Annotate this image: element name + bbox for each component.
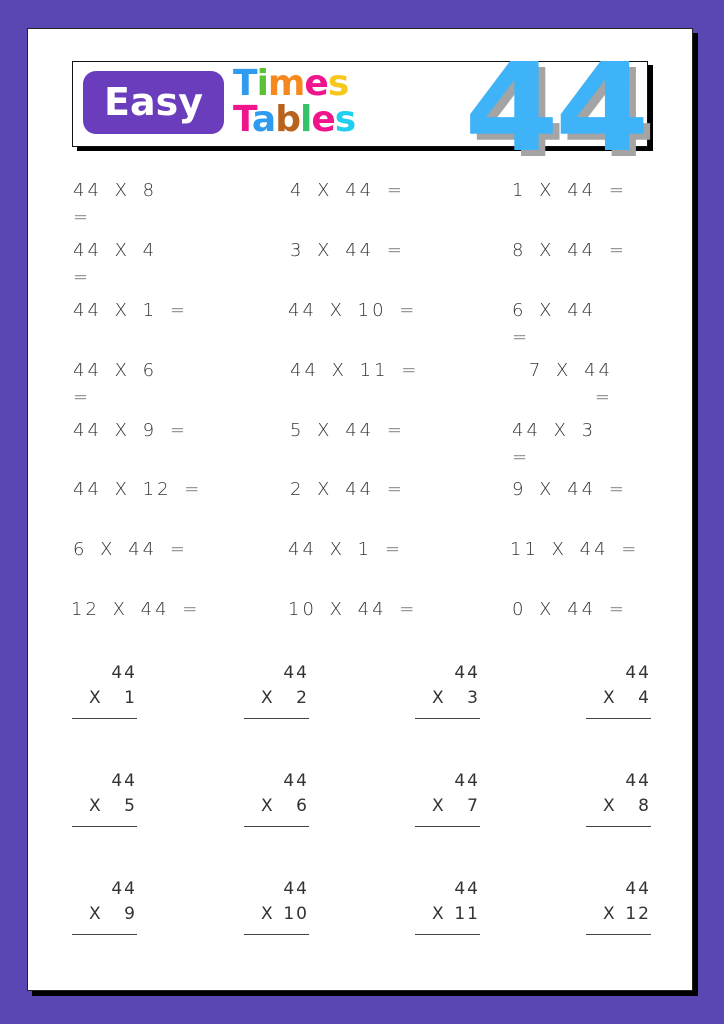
answer-line	[72, 934, 137, 935]
vertical-problem-bottom: 1	[124, 688, 137, 708]
vertical-problem-bottom: 11	[454, 904, 480, 924]
multiply-sign: X	[261, 688, 275, 708]
multiply-sign: X	[432, 904, 446, 924]
answer-line	[415, 934, 480, 935]
answer-line	[586, 826, 651, 827]
problem-item: 9 X 44 =	[512, 479, 627, 500]
multiply-sign: X	[603, 688, 617, 708]
problem-item: 8 X 44 =	[512, 240, 627, 261]
problem-item: 44 X 1 =	[73, 300, 188, 321]
vertical-problem-bottom: 6	[296, 796, 309, 816]
answer-line	[415, 826, 480, 827]
title-letter: s	[334, 99, 356, 140]
table-number: 44	[464, 37, 646, 179]
problem-item: 44 X 8 =	[73, 180, 158, 228]
problem-item: 5 X 44 =	[290, 420, 405, 441]
vertical-problem-top: 44	[625, 771, 651, 791]
problem-item: 1 X 44 =	[512, 180, 627, 201]
multiply-sign: X	[261, 904, 275, 924]
vertical-problem-bottom: 5	[124, 796, 137, 816]
vertical-problem-top: 44	[283, 663, 309, 683]
answer-line	[244, 934, 309, 935]
answer-line	[586, 718, 651, 719]
multiply-sign: X	[603, 904, 617, 924]
title-letter: l	[300, 99, 312, 140]
problem-item: 44 X 10 =	[288, 300, 418, 321]
vertical-problem	[244, 661, 309, 719]
vertical-problem-bottom: 9	[124, 904, 137, 924]
problem-item: 7 X 44 =	[528, 360, 613, 408]
vertical-problem	[586, 877, 651, 935]
vertical-problem-top: 44	[111, 879, 137, 899]
problem-item: 6 X 44 =	[512, 300, 597, 348]
vertical-problem	[72, 877, 137, 935]
problem-item: 44 X 9 =	[73, 420, 188, 441]
multiply-sign: X	[89, 904, 103, 924]
vertical-problem-top: 44	[625, 879, 651, 899]
answer-line	[72, 826, 137, 827]
problem-item: 44 X 1 =	[288, 539, 403, 560]
vertical-problem	[72, 769, 137, 827]
vertical-problem-bottom: 10	[283, 904, 309, 924]
vertical-problem-top: 44	[625, 663, 651, 683]
title-letter: e	[311, 99, 335, 140]
vertical-problem	[415, 769, 480, 827]
vertical-problem-bottom: 12	[625, 904, 651, 924]
title-line-tables	[233, 99, 356, 140]
vertical-problem-top: 44	[283, 771, 309, 791]
vertical-problem-bottom: 2	[296, 688, 309, 708]
vertical-problem	[244, 769, 309, 827]
title-letter: i	[256, 63, 268, 104]
vertical-problem-top: 44	[111, 663, 137, 683]
title-line-times	[233, 63, 355, 104]
title-letter: b	[275, 99, 300, 140]
multiply-sign: X	[261, 796, 275, 816]
multiply-sign: X	[432, 688, 446, 708]
problem-item: 44 X 6 =	[73, 360, 158, 408]
easy-badge: Easy	[83, 71, 224, 134]
vertical-problem-bottom: 7	[467, 796, 480, 816]
vertical-problem-top: 44	[454, 663, 480, 683]
vertical-problem-bottom: 4	[638, 688, 651, 708]
problem-item: 44 X 3 =	[512, 420, 597, 468]
answer-line	[244, 826, 309, 827]
vertical-problem-bottom: 3	[467, 688, 480, 708]
problem-item: 44 X 12 =	[73, 479, 203, 500]
worksheet-header	[72, 37, 648, 179]
answer-line	[415, 718, 480, 719]
multiply-sign: X	[432, 796, 446, 816]
title-letter: T	[233, 99, 252, 140]
title-letter: m	[267, 63, 305, 104]
vertical-problem	[586, 661, 651, 719]
problem-item: 44 X 11 =	[290, 360, 420, 381]
problem-item: 44 X 4 =	[73, 240, 158, 288]
title-letter: e	[304, 63, 328, 104]
vertical-problem	[586, 769, 651, 827]
title-letter: a	[251, 99, 276, 140]
vertical-problem-top: 44	[111, 771, 137, 791]
title-letter: T	[233, 63, 257, 104]
worksheet-title	[233, 63, 356, 140]
problem-item: 11 X 44 =	[510, 539, 640, 560]
answer-line	[244, 718, 309, 719]
problem-item: 3 X 44 =	[290, 240, 405, 261]
multiply-sign: X	[89, 796, 103, 816]
vertical-problem-top: 44	[283, 879, 309, 899]
vertical-problem	[72, 661, 137, 719]
vertical-problem-top: 44	[454, 879, 480, 899]
problem-item: 4 X 44 =	[290, 180, 405, 201]
problem-item: 10 X 44 =	[288, 599, 418, 620]
problem-item: 2 X 44 =	[290, 479, 405, 500]
title-letter: s	[327, 63, 349, 104]
vertical-problem-top: 44	[454, 771, 480, 791]
answer-line	[586, 934, 651, 935]
problem-item: 0 X 44 =	[512, 599, 627, 620]
vertical-problem	[244, 877, 309, 935]
answer-line	[72, 718, 137, 719]
worksheet-page	[27, 28, 693, 991]
problem-item: 12 X 44 =	[71, 599, 201, 620]
multiply-sign: X	[89, 688, 103, 708]
vertical-problem	[415, 661, 480, 719]
vertical-problem-bottom: 8	[638, 796, 651, 816]
vertical-problem	[415, 877, 480, 935]
problem-item: 6 X 44 =	[73, 539, 188, 560]
multiply-sign: X	[603, 796, 617, 816]
